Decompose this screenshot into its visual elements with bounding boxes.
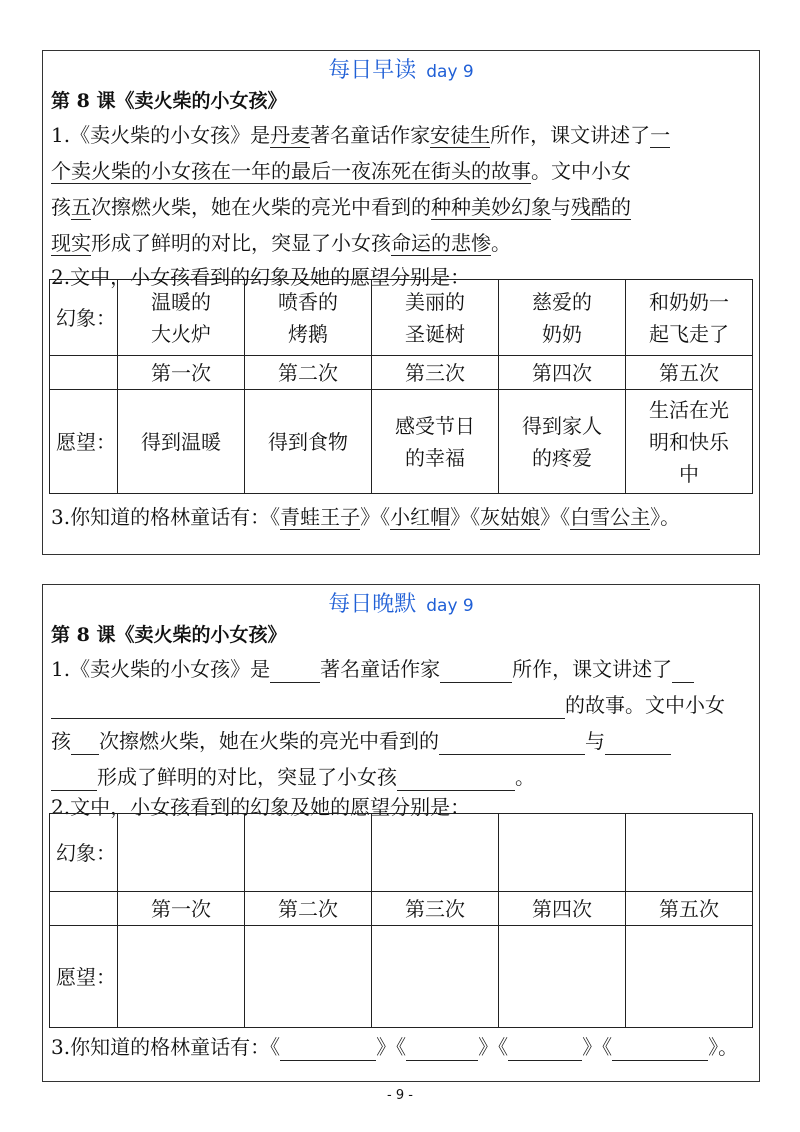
illusion-answer-cell[interactable] <box>499 814 626 892</box>
answer-reality: 现实 <box>51 231 91 255</box>
wish-cell: 感受节日 的幸福 <box>372 390 499 494</box>
illusion-answer-cell[interactable] <box>118 814 245 892</box>
morning-illusion-table <box>49 279 753 494</box>
wish-label: 愿望： <box>50 390 118 494</box>
wish-answer-cell[interactable] <box>245 926 372 1028</box>
evening-title: 每日晚默 day 9 <box>328 592 474 617</box>
blank-grimm-tale[interactable] <box>508 1038 582 1061</box>
answer-fate: 命运的悲惨 <box>391 231 491 255</box>
answer-times: 五 <box>71 195 91 219</box>
count-cell: 第五次 <box>626 356 753 390</box>
evening-day-label: day 9 <box>426 596 474 616</box>
count-cell: 第二次 <box>245 356 372 390</box>
illusion-cell: 和奶奶一 起飞走了 <box>626 280 753 356</box>
blank-illusion[interactable] <box>439 732 585 755</box>
illusion-row <box>50 814 753 892</box>
morning-q1-line2: 个卖火柴的小女孩在一年的最后一夜冻死在街头的故事。文中小女 <box>51 159 631 183</box>
answer-author: 安徒生 <box>430 123 491 147</box>
illusion-row <box>50 280 753 356</box>
illusion-label: 幻象： <box>50 280 118 356</box>
grimm-tale: 灰姑娘 <box>480 505 541 529</box>
count-row <box>50 356 753 390</box>
wish-answer-cell[interactable] <box>372 926 499 1028</box>
wish-answer-cell[interactable] <box>118 926 245 1028</box>
wish-cell: 得到食物 <box>245 390 372 494</box>
answer-country: 丹麦 <box>270 123 311 147</box>
count-cell: 第三次 <box>372 892 499 926</box>
count-cell: 第二次 <box>245 892 372 926</box>
grimm-tale: 白雪公主 <box>570 505 651 529</box>
blank-times[interactable] <box>71 732 99 755</box>
answer-story: 个卖火柴的小女孩在一年的最后一夜冻死在街头的故事 <box>51 159 531 183</box>
blank-grimm-tale[interactable] <box>406 1038 478 1061</box>
count-cell: 第三次 <box>372 356 499 390</box>
count-cell: 第四次 <box>499 892 626 926</box>
blank-grimm-tale[interactable] <box>280 1038 376 1061</box>
illusion-cell: 喷香的 烤鹅 <box>245 280 372 356</box>
evening-q2-title: 2.文中，小女孩看到的幻象及她的愿望分别是： <box>51 795 471 819</box>
wish-answer-cell[interactable] <box>626 926 753 1028</box>
count-cell: 第四次 <box>499 356 626 390</box>
morning-q1-line4: 现实形成了鲜明的对比，突显了小女孩命运的悲惨。 <box>51 231 511 255</box>
count-cell: 第一次 <box>118 356 245 390</box>
illusion-cell: 温暖的 大火炉 <box>118 280 245 356</box>
evening-illusion-table <box>49 813 753 1028</box>
morning-q2-title: 2.文中，小女孩看到的幻象及她的愿望分别是： <box>51 265 471 289</box>
count-cell: 第一次 <box>118 892 245 926</box>
evening-q1-line1: 1.《卖火柴的小女孩》是 著名童话作家 所作，课文讲述了 <box>51 655 753 683</box>
answer-story-start: 一 <box>650 123 671 147</box>
evening-q1-line4: 形成了鲜明的对比，突显了小女孩 。 <box>51 763 753 791</box>
page-number: - 9 - <box>387 1088 413 1103</box>
morning-q1-line3: 孩五次擦燃火柴，她在火柴的亮光中看到的种种美妙幻象与残酷的 <box>51 195 631 219</box>
morning-day-label: day 9 <box>426 62 474 82</box>
blank-grimm-tale[interactable] <box>612 1038 708 1061</box>
wish-answer-cell[interactable] <box>499 926 626 1028</box>
morning-q1-line1: 1.《卖火柴的小女孩》是丹麦著名童话作家安徒生所作，课文讲述了一 <box>51 123 671 147</box>
wish-label: 愿望： <box>50 926 118 1028</box>
blank-fate[interactable] <box>397 768 515 791</box>
wish-row <box>50 390 753 494</box>
answer-reality-start: 残酷的 <box>571 195 631 219</box>
morning-title: 每日早读 day 9 <box>328 58 474 83</box>
illusion-answer-cell[interactable] <box>626 814 753 892</box>
morning-reading-card <box>42 50 760 555</box>
illusion-cell: 美丽的 圣诞树 <box>372 280 499 356</box>
count-row <box>50 892 753 926</box>
evening-q1-line3: 孩 次擦燃火柴，她在火柴的亮光中看到的 与 <box>51 727 753 755</box>
evening-q3: 3.你知道的格林童话有：《 》《 》《 》《 》。 <box>51 1035 739 1059</box>
evening-q1-line2: 的故事。文中小女 <box>51 691 753 719</box>
blank-reality-start[interactable] <box>605 732 671 755</box>
blank-author[interactable] <box>440 660 512 683</box>
wish-row <box>50 926 753 1028</box>
illusion-answer-cell[interactable] <box>245 814 372 892</box>
grimm-tale: 小红帽 <box>390 505 451 529</box>
wish-cell: 生活在光 明和快乐 中 <box>626 390 753 494</box>
evening-lesson-title: 第 8 课《卖火柴的小女孩》 <box>51 624 287 646</box>
grimm-tale: 青蛙王子 <box>280 505 361 529</box>
evening-dictation-card <box>42 584 760 1082</box>
blank-story-start[interactable] <box>672 660 694 683</box>
morning-q3: 3.你知道的格林童话有：《青蛙王子》《小红帽》《灰姑娘》《白雪公主》。 <box>51 505 681 529</box>
blank-story[interactable] <box>51 696 565 719</box>
answer-illusion: 种种美妙幻象 <box>431 195 551 219</box>
illusion-label: 幻象： <box>50 814 118 892</box>
morning-lesson-title: 第 8 课《卖火柴的小女孩》 <box>51 90 287 112</box>
blank-country[interactable] <box>270 660 320 683</box>
wish-cell: 得到温暖 <box>118 390 245 494</box>
illusion-answer-cell[interactable] <box>372 814 499 892</box>
count-cell: 第五次 <box>626 892 753 926</box>
wish-cell: 得到家人 的疼爱 <box>499 390 626 494</box>
blank-reality[interactable] <box>51 768 97 791</box>
illusion-cell: 慈爱的 奶奶 <box>499 280 626 356</box>
